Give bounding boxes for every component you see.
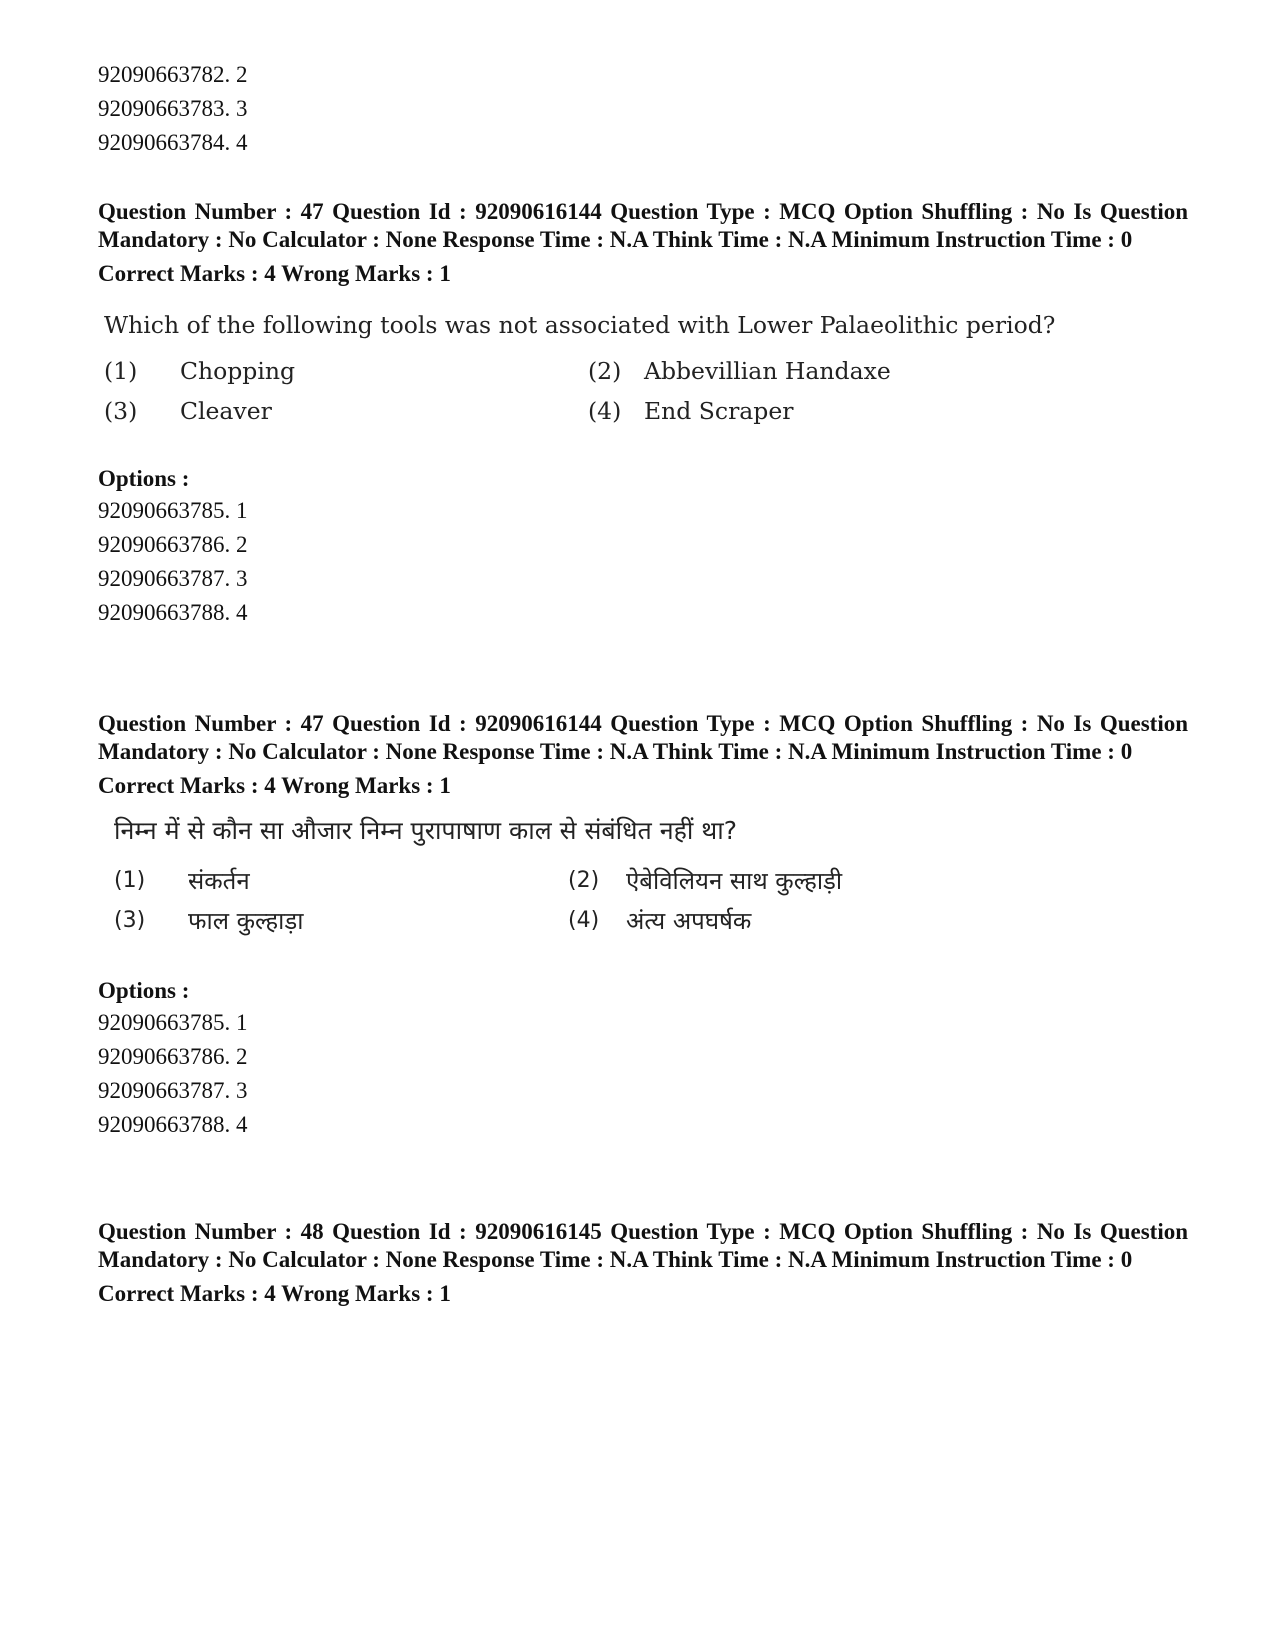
option-line: 92090663788. 4 [98, 1112, 248, 1137]
choice-number: (1) [104, 357, 138, 385]
option-line: 92090663787. 3 [98, 1078, 248, 1103]
choice-text: ऐबेविलियन साथ कुल्हाड़ी [626, 867, 843, 895]
choice-text: End Scraper [644, 397, 794, 425]
choice-number: (1) [114, 868, 146, 893]
choice-1 [98, 356, 588, 386]
choice-text: Chopping [180, 357, 296, 385]
choice-number: (4) [588, 397, 622, 425]
choice-2 [588, 356, 1088, 386]
option-line: 92090663788. 4 [98, 600, 248, 625]
question-meta: Question Number : 48 Question Id : 92090616145 Question Type : MCQ Option Shuffling : No Is Question Mandatory : No Calculator : None Response Time : N.A Think Time : N.A Minimum Instruction Time : 0 [98, 1219, 1188, 1272]
question-meta: Question Number : 47 Question Id : 92090616144 Question Type : MCQ Option Shuffling : No Is Question Mandatory : No Calculator : None Response Time : N.A Think Time : N.A Minimum Instruction Time : 0 [98, 199, 1188, 252]
question-text: निम्न में से कौन सा औजार निम्न पुरापाषाण काल से संबंधित नहीं था? [114, 816, 737, 845]
option-line: 92090663782. 2 [98, 62, 248, 87]
choice-text: Cleaver [180, 397, 272, 425]
choice-3 [98, 396, 588, 426]
choice-text: Abbevillian Handaxe [644, 357, 891, 385]
choice-3 [98, 906, 568, 936]
question-text: Which of the following tools was not associated with Lower Palaeolithic period? [104, 311, 1056, 339]
question-block-47-english [98, 198, 1188, 630]
question-block-48 [98, 1218, 1188, 1308]
choice-grid [98, 356, 1188, 426]
option-line: 92090663786. 2 [98, 1044, 248, 1069]
question-content [98, 814, 1188, 936]
choice-grid [98, 866, 1188, 936]
choice-text: संकर्तन [188, 867, 250, 895]
options-label: Options : [98, 466, 190, 491]
choice-number: (3) [114, 908, 146, 933]
choice-number: (2) [568, 868, 600, 893]
options-section [98, 464, 1188, 630]
choice-text: अंत्य अपघर्षक [626, 907, 752, 935]
choice-text: फाल कुल्हाड़ा [188, 907, 304, 935]
choice-number: (3) [104, 397, 138, 425]
options-label: Options : [98, 978, 190, 1003]
choice-4 [568, 906, 1088, 936]
question-marks: Correct Marks : 4 Wrong Marks : 1 [98, 1281, 451, 1306]
choice-1 [98, 866, 568, 896]
choice-2 [568, 866, 1088, 896]
question-content [98, 310, 1188, 426]
question-meta: Question Number : 47 Question Id : 92090616144 Question Type : MCQ Option Shuffling : No Is Question Mandatory : No Calculator : None Response Time : N.A Think Time : N.A Minimum Instruction Time : 0 [98, 711, 1188, 764]
choice-4 [588, 396, 1088, 426]
option-line: 92090663787. 3 [98, 566, 248, 591]
option-line: 92090663785. 1 [98, 1010, 248, 1035]
question-block-47-hindi [98, 710, 1188, 1142]
previous-options-list [98, 58, 248, 160]
option-line: 92090663786. 2 [98, 532, 248, 557]
choice-number: (2) [588, 357, 622, 385]
options-section [98, 976, 1188, 1142]
option-line: 92090663784. 4 [98, 130, 248, 155]
choice-number: (4) [568, 908, 600, 933]
option-line: 92090663785. 1 [98, 498, 248, 523]
question-marks: Correct Marks : 4 Wrong Marks : 1 [98, 261, 451, 286]
question-marks: Correct Marks : 4 Wrong Marks : 1 [98, 773, 451, 798]
option-line: 92090663783. 3 [98, 96, 248, 121]
